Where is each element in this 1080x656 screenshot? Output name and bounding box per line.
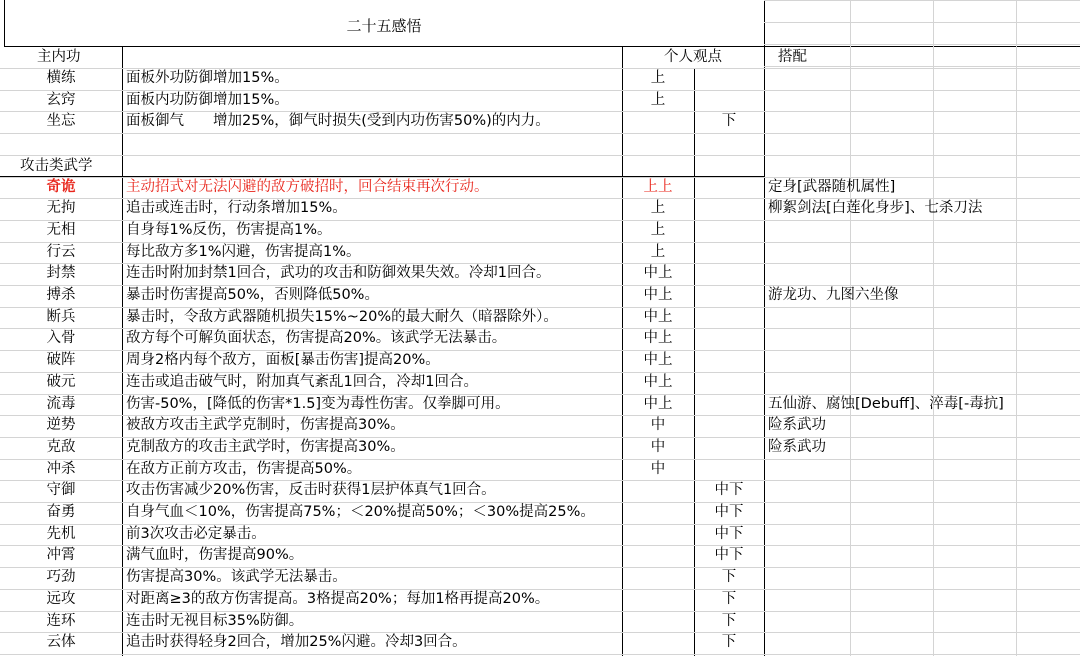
section-attack-label[interactable]: 攻击类武学 bbox=[20, 158, 93, 174]
grid-line bbox=[764, 44, 1080, 45]
table-border bbox=[122, 46, 123, 656]
row-match[interactable]: 五仙游、腐蚀[Debuff]、淬毒[-毒抗] bbox=[768, 395, 1004, 412]
row-description[interactable]: 连击时附加封禁1回合，武功的攻击和防御效果失效。冷却1回合。 bbox=[126, 265, 551, 282]
row-description[interactable]: 暴击时，令敌方武器随机损失15%~20%的最大耐久（暗器除外）。 bbox=[126, 308, 558, 325]
row-rating[interactable]: 中上 bbox=[643, 373, 673, 390]
row-name[interactable]: 玄窍 bbox=[46, 91, 76, 108]
row-name[interactable]: 先机 bbox=[46, 525, 76, 542]
header-match[interactable]: 搭配 bbox=[778, 49, 807, 65]
row-description[interactable]: 自身气血＜10%，伤害提高75%；＜20%提高50%；＜30%提高25%。 bbox=[126, 504, 595, 520]
row-rating[interactable]: 中下 bbox=[714, 482, 744, 499]
grid-line bbox=[0, 133, 1080, 134]
row-rating[interactable]: 下 bbox=[721, 113, 737, 130]
row-description[interactable]: 每比敌方多1%闪避，伤害提高1%。 bbox=[126, 243, 361, 260]
row-name[interactable]: 奇诡 bbox=[46, 178, 76, 195]
row-description[interactable]: 自身每1%反伤，伤害提高1%。 bbox=[126, 221, 332, 238]
row-match[interactable]: 定身[武器随机属性] bbox=[768, 178, 896, 195]
row-description[interactable]: 攻击伤害减少20%伤害，反击时获得1层护体真气1回合。 bbox=[126, 482, 496, 499]
grid-line bbox=[0, 155, 1080, 156]
row-name[interactable]: 远攻 bbox=[46, 590, 76, 607]
header-opinion[interactable]: 个人观点 bbox=[664, 49, 722, 65]
row-name[interactable]: 坐忘 bbox=[46, 113, 76, 130]
row-name[interactable]: 横练 bbox=[46, 70, 76, 86]
row-description[interactable]: 连击或追击破气时，附加真气紊乱1回合，冷却1回合。 bbox=[126, 373, 478, 390]
row-name[interactable]: 搏杀 bbox=[46, 287, 76, 303]
row-name[interactable]: 守御 bbox=[46, 482, 76, 499]
grid-line bbox=[764, 22, 1080, 23]
row-match[interactable]: 柳絮剑法[白莲化身步]、七杀刀法 bbox=[768, 200, 983, 217]
row-name[interactable]: 无相 bbox=[46, 221, 76, 238]
row-name[interactable]: 无拘 bbox=[46, 200, 76, 217]
row-description[interactable]: 面板内功防御增加15%。 bbox=[126, 91, 289, 108]
row-rating[interactable]: 上 bbox=[650, 221, 666, 238]
row-description[interactable]: 对距离≥3的敌方伤害提高。3格提高20%；每加1格再提高20%。 bbox=[126, 590, 550, 607]
row-description[interactable]: 连击时无视目标35%防御。 bbox=[126, 612, 304, 629]
row-description[interactable]: 主动招式对无法闪避的敌方破招时，回合结束再次行动。 bbox=[126, 178, 489, 195]
row-name[interactable]: 破元 bbox=[46, 373, 76, 390]
row-description[interactable]: 追击时获得轻身2回合，增加25%闪避。冷却3回合。 bbox=[126, 634, 467, 651]
row-name[interactable]: 奋勇 bbox=[46, 504, 76, 520]
grid-line bbox=[764, 0, 1080, 1]
table-title[interactable]: 二十五感悟 bbox=[346, 17, 422, 35]
row-description[interactable]: 伤害-50%，[降低的伤害*1.5]变为毒性伤害。仅拳脚可用。 bbox=[126, 395, 510, 412]
row-description[interactable]: 被敌方攻击主武学克制时，伤害提高30%。 bbox=[126, 417, 405, 434]
row-rating[interactable]: 上 bbox=[650, 91, 666, 108]
row-description[interactable]: 在敌方正前方攻击，伤害提高50%。 bbox=[126, 460, 362, 477]
row-name[interactable]: 流毒 bbox=[46, 395, 76, 412]
row-rating[interactable]: 中 bbox=[650, 417, 666, 434]
row-rating[interactable]: 中 bbox=[650, 438, 666, 455]
row-rating[interactable]: 上上 bbox=[643, 178, 673, 195]
table-border bbox=[4, 46, 1080, 47]
row-match[interactable]: 险系武功 bbox=[768, 417, 826, 434]
row-description[interactable]: 克制敌方的攻击主武学时，伤害提高30%。 bbox=[126, 438, 405, 455]
row-name[interactable]: 封禁 bbox=[46, 265, 76, 282]
row-rating[interactable]: 中上 bbox=[643, 330, 673, 347]
row-rating[interactable]: 上 bbox=[650, 70, 666, 86]
row-name[interactable]: 断兵 bbox=[46, 308, 76, 325]
header-main-inner[interactable]: 主内功 bbox=[37, 49, 81, 65]
row-name[interactable]: 巧劲 bbox=[46, 569, 76, 586]
row-rating[interactable]: 上 bbox=[650, 200, 666, 217]
row-rating[interactable]: 中上 bbox=[643, 352, 673, 369]
row-rating[interactable]: 中上 bbox=[643, 395, 673, 412]
row-name[interactable]: 逆势 bbox=[46, 417, 76, 434]
row-rating[interactable]: 中上 bbox=[643, 265, 673, 282]
grid-line bbox=[0, 654, 1080, 655]
row-rating[interactable]: 中上 bbox=[643, 287, 673, 303]
row-rating[interactable]: 上 bbox=[650, 243, 666, 260]
row-name[interactable]: 行云 bbox=[46, 243, 76, 260]
row-description[interactable]: 满气血时，伤害提高90%。 bbox=[126, 547, 304, 564]
row-name[interactable]: 冲杀 bbox=[46, 460, 76, 477]
row-rating[interactable]: 中下 bbox=[714, 525, 744, 542]
row-rating[interactable]: 中上 bbox=[643, 308, 673, 325]
row-description[interactable]: 暴击时伤害提高50%，否则降低50%。 bbox=[126, 287, 379, 303]
row-name[interactable]: 破阵 bbox=[46, 352, 76, 369]
row-name[interactable]: 连环 bbox=[46, 612, 76, 629]
row-rating[interactable]: 下 bbox=[721, 634, 737, 651]
row-rating[interactable]: 中下 bbox=[714, 547, 744, 564]
grid-line bbox=[764, 66, 1080, 67]
row-description[interactable]: 前3次攻击必定暴击。 bbox=[126, 525, 266, 542]
row-rating[interactable]: 中下 bbox=[714, 504, 744, 520]
row-name[interactable]: 入骨 bbox=[46, 330, 76, 347]
row-match[interactable]: 险系武功 bbox=[768, 438, 826, 455]
row-description[interactable]: 面板御气 增加25%，御气时损失(受到内功伤害50%)的内力。 bbox=[126, 113, 550, 130]
row-description[interactable]: 周身2格内每个敌方，面板[暴击伤害]提高20%。 bbox=[126, 352, 440, 369]
row-description[interactable]: 面板外功防御增加15%。 bbox=[126, 70, 289, 86]
row-name[interactable]: 克敌 bbox=[46, 438, 76, 455]
row-rating[interactable]: 下 bbox=[721, 569, 737, 586]
row-name[interactable]: 云体 bbox=[46, 634, 76, 651]
row-description[interactable]: 伤害提高30%。该武学无法暴击。 bbox=[126, 569, 347, 586]
row-match[interactable]: 游龙功、九图六坐像 bbox=[768, 287, 899, 303]
row-rating[interactable]: 下 bbox=[721, 590, 737, 607]
row-rating[interactable]: 下 bbox=[721, 612, 737, 629]
row-description[interactable]: 敌方每个可解负面状态，伤害提高20%。该武学无法暴击。 bbox=[126, 330, 507, 347]
row-rating[interactable]: 中 bbox=[650, 460, 666, 477]
row-name[interactable]: 冲霄 bbox=[46, 547, 76, 564]
row-description[interactable]: 追击或连击时，行动条增加15%。 bbox=[126, 200, 347, 217]
